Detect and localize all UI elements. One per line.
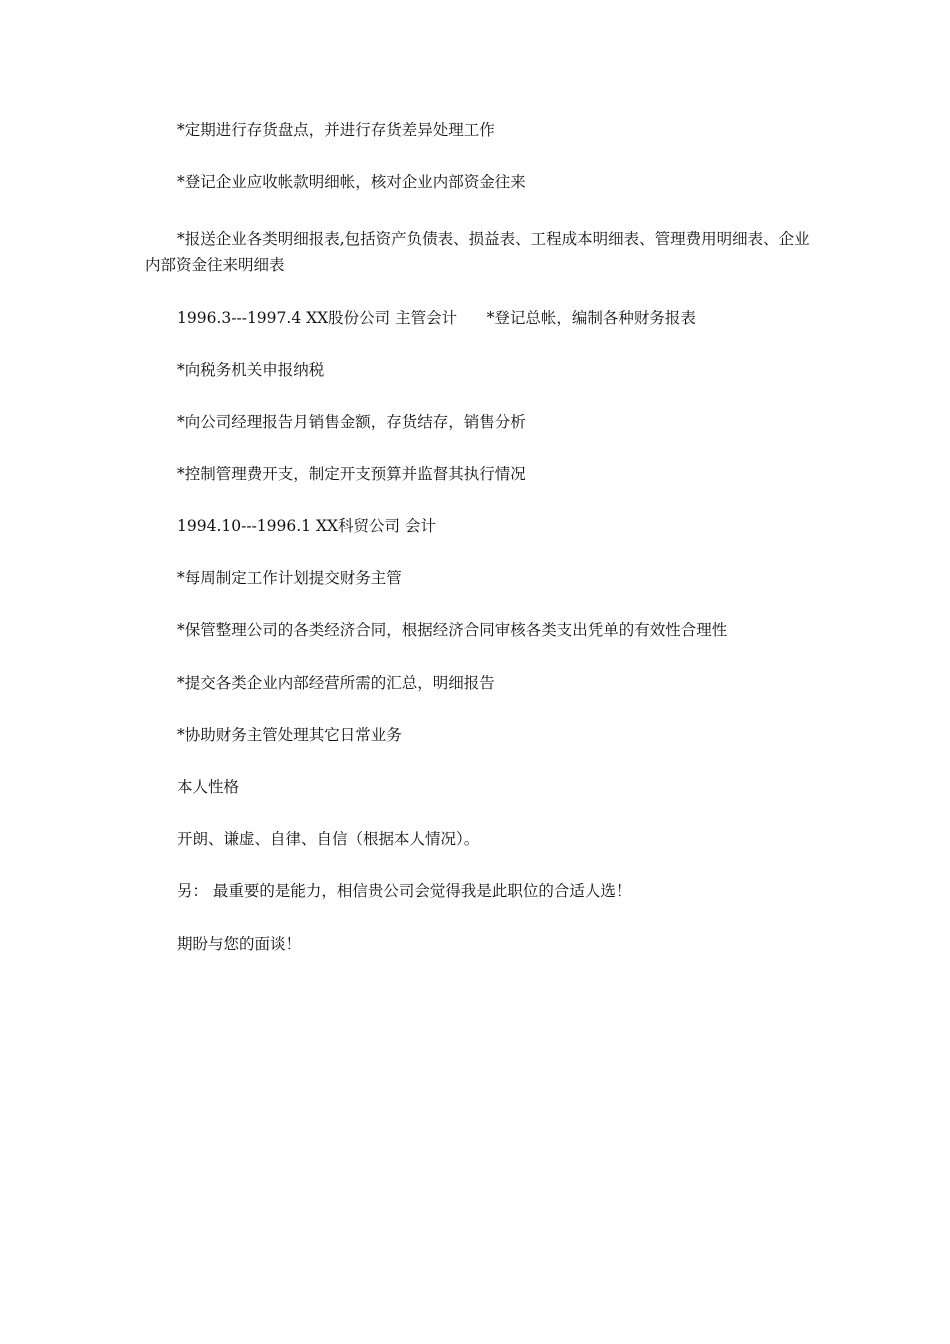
duty-sales-report: *向公司经理报告月销售金额，存货结存，销售分析: [177, 413, 526, 431]
duty-receivables-ledger: *登记企业应收帐款明细帐，核对企业内部资金往来: [177, 173, 526, 191]
closing-statement: 另： 最重要的是能力，相信贵公司会觉得我是此职位的合适人选！: [177, 882, 632, 900]
duty-tax-filing: *向税务机关申报纳税: [177, 361, 325, 379]
personality-traits: 开朗、谦虚、自律、自信（根据本人情况）。: [177, 830, 480, 848]
duty-submit-reports: *报送企业各类明细报表,包括资产负债表、损益表、工程成本明细表、管理费用明细表、企业内部资金往来明细表: [145, 230, 810, 274]
duty-expense-control: *控制管理费开支，制定开支预算并监督其执行情况: [177, 465, 526, 483]
duty-assist-supervisor: *协助财务主管处理其它日常业务: [177, 726, 402, 744]
duty-contract-management: *保管整理公司的各类经济合同，根据经济合同审核各类支出凭单的有效性合理性: [177, 621, 728, 639]
closing-interview-wish: 期盼与您的面谈！: [177, 935, 302, 953]
job-entry-chief-accountant: 1996.3---1997.4 XX股份公司 主管会计 *登记总帐，编制各种财务报表: [177, 309, 696, 327]
duty-internal-reports: *提交各类企业内部经营所需的汇总，明细报告: [177, 674, 495, 692]
job-entry-accountant: 1994.10---1996.1 XX科贸公司 会计: [177, 517, 436, 535]
duty-inventory-count: *定期进行存货盘点，并进行存货差异处理工作: [177, 121, 495, 139]
duty-weekly-plan: *每周制定工作计划提交财务主管: [177, 569, 402, 587]
section-heading-personality: 本人性格: [177, 778, 240, 796]
